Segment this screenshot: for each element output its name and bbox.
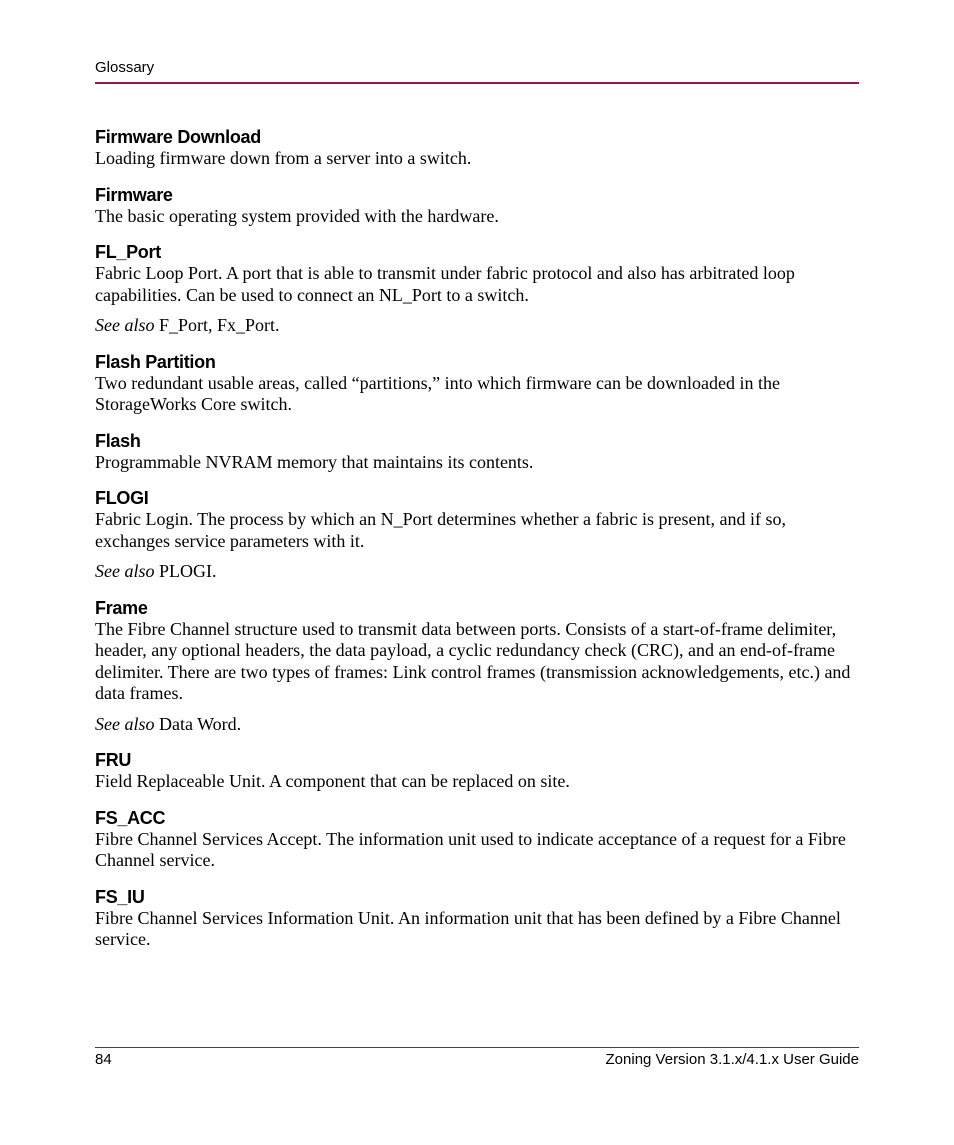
glossary-definition: The basic operating system provided with the hardware.: [95, 205, 499, 226]
glossary-definition: Loading firmware down from a server into a switch.: [95, 148, 472, 168]
see-also-text: F_Port, Fx_Port.: [154, 315, 280, 335]
see-also-label: See also: [95, 561, 155, 581]
glossary-definition: Fibre Channel Services Accept. The information unit used to indicate acceptance of a request for a Fibre Channel service.: [95, 828, 846, 870]
page-number: 84: [95, 1051, 112, 1068]
glossary-entry: [95, 430, 859, 474]
glossary-definition: Two redundant usable areas, called “partitions,” into which firmware can be downloaded in the StorageWorks Core switch.: [95, 372, 780, 414]
glossary-entry: [95, 487, 859, 583]
glossary-definition: The Fibre Channel structure used to transmit data between ports. Consists of a start-of-frame delimiter, header, any optional headers, the data payload, a cyclic redundancy check (CRC), and an end-of-frame delimiter. There are two types of frames: Link control frames (transmission acknowledgements, etc.) and data frames.: [95, 618, 851, 703]
see-also: [95, 315, 859, 337]
glossary-definition: Fibre Channel Services Information Unit. An information unit that has been defined by a Fibre Channel service.: [95, 907, 841, 949]
document-title: Zoning Version 3.1.x/4.1.x User Guide: [605, 1051, 859, 1068]
see-also-text: Data Word.: [154, 713, 242, 734]
see-also: [95, 561, 859, 583]
glossary-term: FS_IU: [95, 886, 145, 907]
glossary-entry: [95, 597, 859, 736]
glossary-entry: [95, 241, 859, 337]
glossary-term: Flash Partition: [95, 351, 216, 372]
glossary-definition: Fabric Login. The process by which an N_Port determines whether a fabric is present, and if so, exchanges service parameters with it.: [95, 509, 786, 551]
glossary-entry: [95, 886, 859, 951]
glossary-definition: Fabric Loop Port. A port that is able to transmit under fabric protocol and also has arbitrated loop capabilities. Can be used to connect an NL_Port to a switch.: [95, 263, 795, 305]
footer-rule: [95, 1047, 859, 1048]
glossary-term: FLOGI: [95, 488, 149, 508]
glossary-entry: [95, 184, 859, 228]
see-also-text: PLOGI.: [154, 561, 217, 581]
glossary-entry: [95, 749, 859, 793]
see-also-label: See also: [95, 713, 155, 734]
see-also-label: See also: [95, 315, 155, 335]
header-rule: [95, 82, 859, 84]
glossary-term: Frame: [95, 597, 148, 618]
glossary-entry: [95, 351, 859, 416]
glossary-definition: Field Replaceable Unit. A component that can be replaced on site.: [95, 771, 570, 791]
glossary-entry: [95, 126, 859, 170]
glossary-list: [95, 126, 859, 965]
glossary-definition: Programmable NVRAM memory that maintains its contents.: [95, 451, 534, 472]
see-also: [95, 714, 859, 736]
glossary-term: Firmware Download: [95, 127, 261, 147]
glossary-term: FRU: [95, 750, 132, 770]
glossary-term: Flash: [95, 430, 141, 451]
glossary-term: Firmware: [95, 184, 173, 205]
glossary-term: FL_Port: [95, 242, 161, 262]
running-head: Glossary: [95, 59, 155, 76]
glossary-entry: [95, 807, 859, 872]
glossary-term: FS_ACC: [95, 807, 166, 828]
